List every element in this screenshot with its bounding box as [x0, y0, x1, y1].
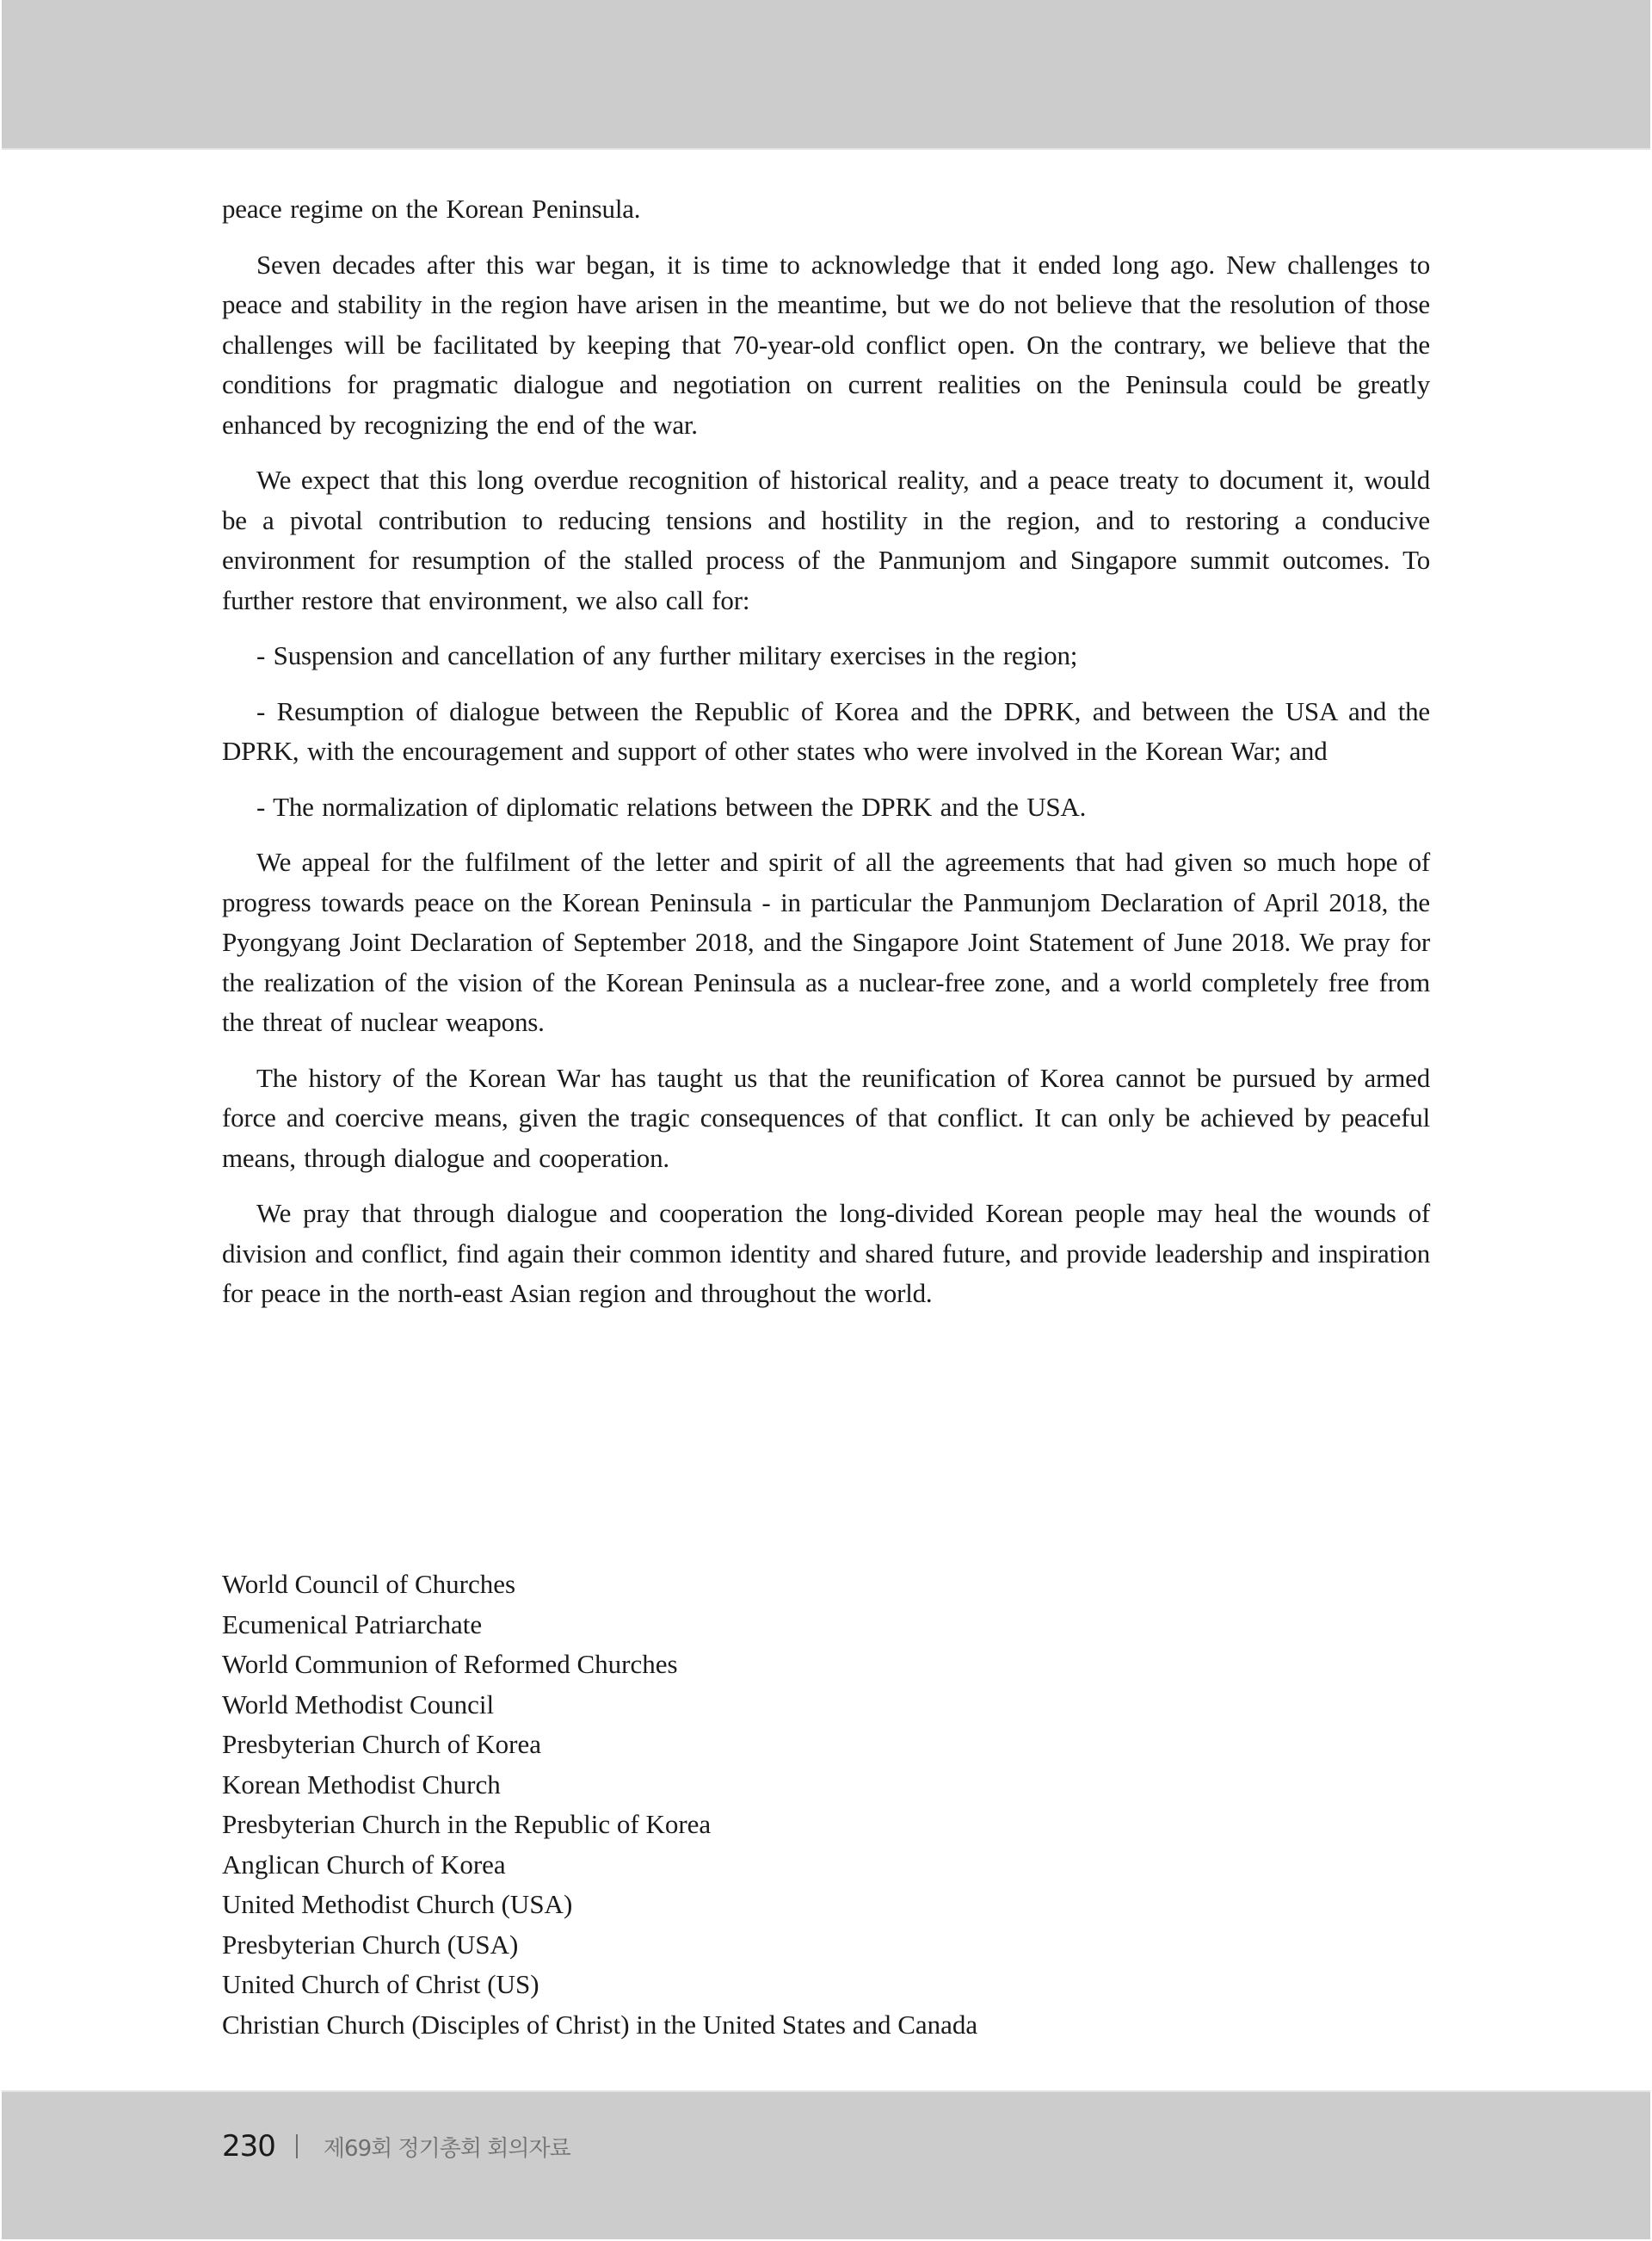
- header-band: [2, 0, 1650, 150]
- signatory: Presbyterian Church (USA): [222, 1929, 519, 1960]
- signatory: United Methodist Church (USA): [222, 1889, 573, 1919]
- paragraph: Seven decades after this war began, it is time to acknowledge that it ended long ago. New challenges to peace and stability in the region have arisen in the meantime, but we do not believe that the resolution of those challenges will be facilitated by keeping that 70-year-old conflict open. On the contrary, we believe that the conditions for pragmatic dialogue and negotiation on current realities on the Peninsula could be greatly enhanced by recognizing the end of the war.: [222, 249, 1430, 440]
- paragraph: The history of the Korean War has taught us that the reunification of Korea cannot be pursued by armed force and coercive means, given the tragic consequences of that conflict. It can only be achieved by peaceful means, through dialogue and cooperation.: [222, 1062, 1430, 1173]
- document-body: [222, 189, 1430, 1330]
- signatory: Anglican Church of Korea: [222, 1849, 506, 1880]
- footer-band: [2, 2090, 1650, 2239]
- bullet-item: - Resumption of dialogue between the Republic of Korea and the DPRK, and between the USA and the DPRK, with the encouragement and support of other states who were involved in the Korean War; and: [222, 695, 1430, 766]
- signatory: Christian Church (Disciples of Christ) in the United States and Canada: [222, 2009, 978, 2040]
- paragraph: We expect that this long overdue recognition of historical reality, and a peace treaty to document it, would be a pivotal contribution to reducing tensions and hostility in the region, and to restoring a conducive environment for resumption of the stalled process of the Panmunjom and Singapore summit outcomes. To further restore that environment, we also call for:: [222, 465, 1430, 615]
- signatory: Ecumenical Patriarchate: [222, 1608, 483, 1639]
- signatory: World Communion of Reformed Churches: [222, 1649, 678, 1679]
- bullet-item: - Suspension and cancellation of any further military exercises in the region;: [256, 640, 1078, 670]
- footer-divider: [296, 2134, 298, 2158]
- signatory: United Church of Christ (US): [222, 1969, 539, 1999]
- signatory: Presbyterian Church in the Republic of Korea: [222, 1809, 712, 1839]
- signatory: World Methodist Council: [222, 1688, 495, 1719]
- signatory: Korean Methodist Church: [222, 1769, 501, 1800]
- signatories-list: [222, 1565, 1430, 2045]
- paragraph: We appeal for the fulfilment of the letter and spirit of all the agreements that had given so much hope of progress towards peace on the Korean Peninsula - in particular the Panmunjom Declaration of April 2018, the Pyongyang Joint Declaration of September 2018, and the Singapore Joint Statement of June 2018. We pray for the realization of the vision of the Korean Peninsula as a nuclear-free zone, and a world completely free from the threat of nuclear weapons.: [222, 847, 1430, 1037]
- publication-title: 제69회 정기총회 회의자료: [323, 2135, 570, 2162]
- signatory: Presbyterian Church of Korea: [222, 1729, 542, 1759]
- page-footer: [222, 2129, 570, 2164]
- signatory: World Council of Churches: [222, 1569, 516, 1599]
- continuation-text: peace regime on the Korean Peninsula.: [222, 194, 641, 224]
- page-number: 230: [222, 2129, 275, 2164]
- paragraph: We pray that through dialogue and cooperation the long-divided Korean people may heal the wounds of division and conflict, find again their common identity and shared future, and provide leadership and inspiration for peace in the north-east Asian region and throughout the world.: [222, 1198, 1430, 1308]
- bullet-item: - The normalization of diplomatic relations between the DPRK and the USA.: [256, 791, 1087, 822]
